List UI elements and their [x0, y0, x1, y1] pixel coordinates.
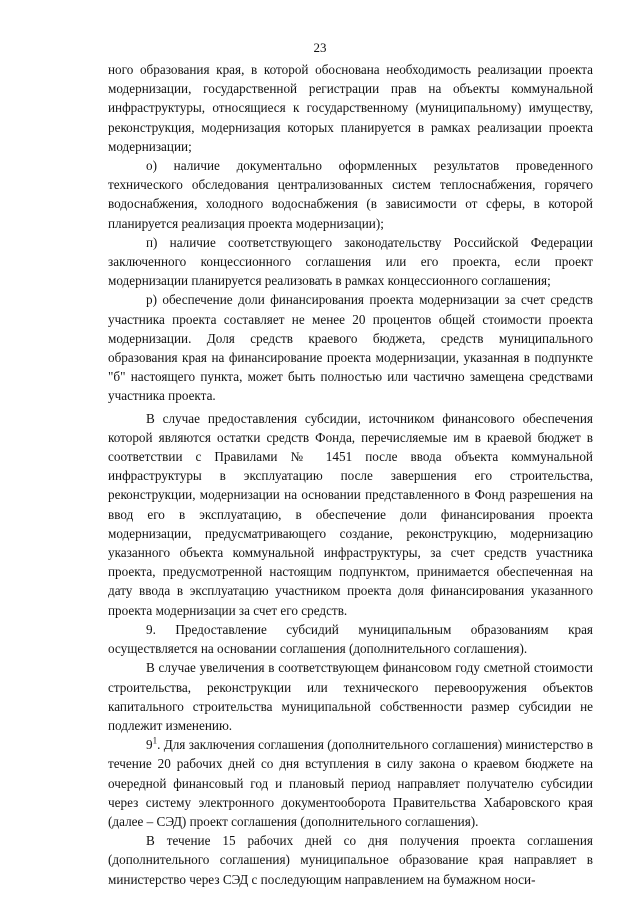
paragraph-15-days: В течение 15 рабочих дней со дня получения проекта соглашения (дополнительного соглашения) муниципальное образование края направляет в министерство через СЭД с последующим направлением на бумажном носи-: [108, 833, 593, 887]
paragraph-9-1: [108, 735, 593, 831]
clause-text: . Для заключения соглашения (дополнительного соглашения) министерство в течение 20 рабочих дней со дня вступления в силу закона о краевом бюджете на очередной финансовый год и плановый период направляет получателю субсидии через систему электронного документооборота Правительства Хабаровского края (далее – СЭД) проект соглашения (дополнительного соглашения).: [108, 737, 593, 829]
document-body: [108, 60, 593, 889]
paragraph-item-o: о) наличие документально оформленных результатов проведенного технического обследования централизованных систем теплоснабжения, горячего водоснабжения, холодного водоснабжения (в зависимости от сферы, в которой планируется реализация проекта модернизации);: [108, 158, 593, 231]
paragraph-subsidy-case: В случае предоставления субсидии, источником финансового обеспечения которой являются остатки средств Фонда, перечисляемые им в краевой бюджет в соответствии с Правилами № 1451 после ввода объекта коммунальной инфраструктуры в эксплуатацию после завершения его строительства, реконструкции, модернизации на основании представленного в Фонд разрешения на ввод его в эксплуатацию, в обеспечение доли финансирования проекта модернизации, предусматривающего создание, реконструкцию, модернизацию указанного объекта коммунальной инфраструктуры, за счет средств участника проекта, предусмотренной настоящим подпунктом, принимается обеспеченная на дату ввода в эксплуатацию участником проекта доля финансирования указанного проекта модернизации за счет его средств.: [108, 410, 593, 618]
paragraph-9: 9. Предоставление субсидий муниципальным образованиям края осуществляется на основании соглашения (дополнительного соглашения).: [108, 621, 593, 657]
paragraph-item-p: п) наличие соответствующего законодательству Российской Федерации заключенного концессионного соглашения или его проекта, если проект модернизации планируется реализовать в рамках концессионного соглашения;: [108, 234, 593, 289]
page-number: 23: [313, 40, 327, 55]
paragraph-item-r: р) обеспечение доли финансирования проекта модернизации за счет средств участника проекта составляет не менее 20 процентов общей стоимости проекта модернизации. Доля средств краевого бюджета, средств муниципального образования края на финансирование проекта модернизации, указанная в подпункте "б" настоящего пункта, может быть полностью или частично замещена средствами участника проекта.: [108, 292, 593, 404]
clause-number: 9: [146, 737, 153, 753]
clause-superscript: 1: [152, 735, 158, 746]
paragraph-continuation: ного образования края, в которой обоснована необходимость реализации проекта модернизации, государственной регистрации прав на объекты коммунальной инфраструктуры, относящиеся к государственному (муниципальному) имуществу, реконструкция, модернизация которых планируется в рамках реализации проекта модернизации;: [108, 62, 593, 154]
paragraph-cost-increase: В случае увеличения в соответствующем финансовом году сметной стоимости строительства, реконструкции или технического перевооружения объектов капитального строительства муниципальной собственности размер субсидии не подлежит изменению.: [108, 660, 593, 733]
